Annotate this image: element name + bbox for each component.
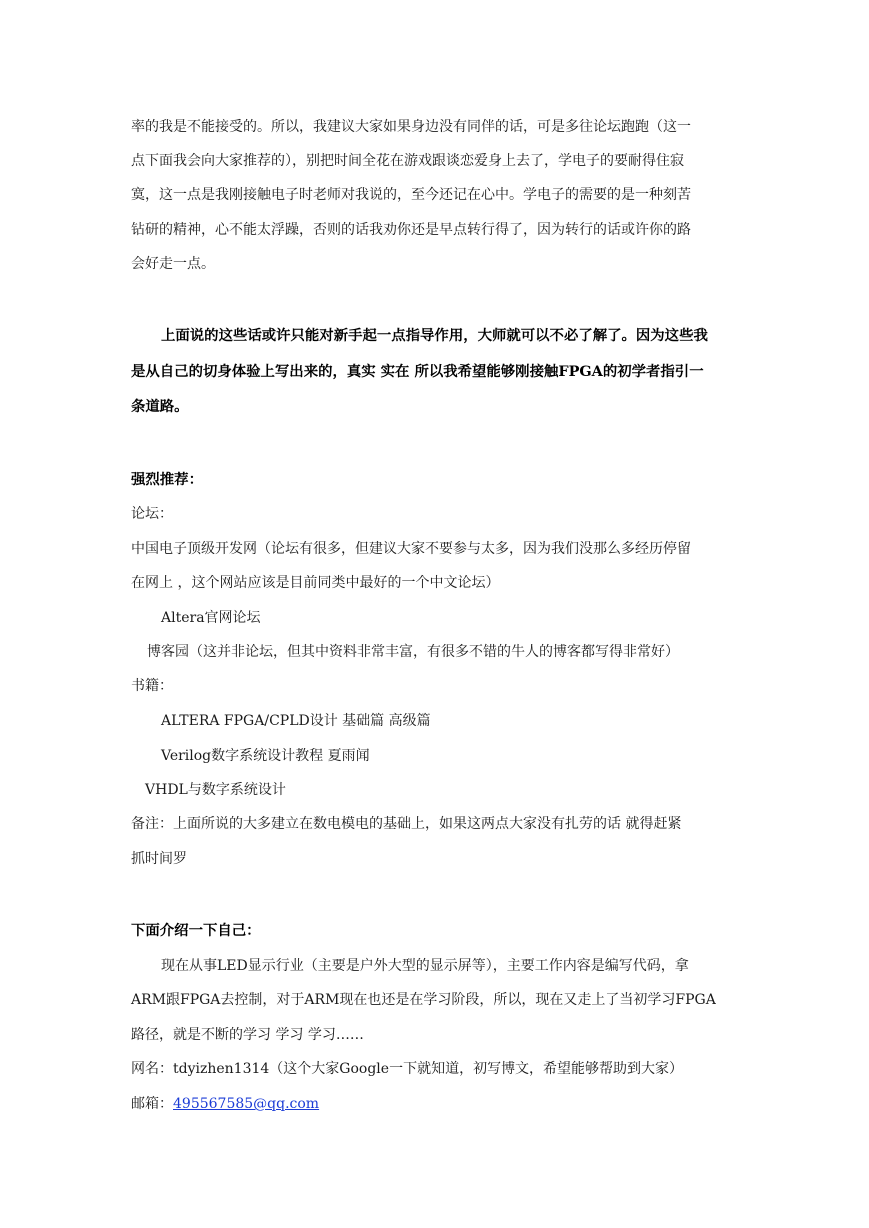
para1-line-1: 率的我是不能接受的。所以，我建议大家如果身边没有同伴的话，可是多往论坛跑跑（这一 (131, 119, 691, 135)
book2: Verilog数字系统设计教程 夏雨闻 (161, 748, 370, 764)
note-line-2: 抓时间罗 (131, 851, 187, 867)
netname-line: 网名：tdyizhen1314（这个大家Google一下就知道，初写博文，希望能够帮助到大家） (131, 1061, 684, 1077)
forum2: Altera官网论坛 (161, 610, 261, 626)
forum3: 博客园（这并非论坛，但其中资料非常丰富，有很多不错的牛人的博客都写得非常好） (147, 644, 679, 660)
forum1-line-1: 中国电子顶级开发网（论坛有很多，但建议大家不要参与太多，因为我们没那么多经历停留 (131, 541, 691, 557)
work-line-3: 路径，就是不断的学习 学习 学习…… (131, 1027, 364, 1043)
recommend-heading: 强烈推荐： (131, 471, 203, 488)
forum1-line-2: 在网上 ，这个网站应该是目前同类中最好的一个中文论坛） (131, 575, 500, 591)
about-heading: 下面介绍一下自己： (131, 922, 261, 939)
email-link[interactable]: 495567585@qq.com (173, 1096, 320, 1112)
para1-line-3: 寞，这一点是我刚接触电子时老师对我说的，至今还记在心中。学电子的需要的是一种刻苦 (131, 187, 691, 203)
books-label: 书籍： (131, 678, 173, 694)
para2-line-2: 是从自己的切身体验上写出来的，真实 实在 所以我希望能够刚接触FPGA的初学者指引一 (131, 363, 704, 380)
work-line-2: ARM跟FPGA去控制，对于ARM现在也还是在学习阶段，所以，现在又走上了当初学习FPGA (131, 992, 716, 1008)
para2-line-3: 条道路。 (131, 398, 189, 415)
para1-line-2: 点下面我会向大家推荐的），别把时间全花在游戏跟谈恋爱身上去了，学电子的要耐得住寂 (131, 153, 684, 169)
book1: ALTERA FPGA/CPLD设计 基础篇 高级篇 (161, 713, 431, 729)
book3: VHDL与数字系统设计 (145, 782, 286, 798)
para1-line-5: 会好走一点。 (131, 256, 215, 272)
para1-line-4: 钻研的精神，心不能太浮躁，否则的话我劝你还是早点转行得了，因为转行的话或许你的路 (131, 222, 691, 238)
email-label: 邮箱： (131, 1096, 173, 1112)
work-line-1: 现在从事LED显示行业（主要是户外大型的显示屏等），主要工作内容是编写代码，拿 (161, 958, 689, 974)
para2-line-1: 上面说的这些话或许只能对新手起一点指导作用，大师就可以不必了解了。因为这些我 (161, 327, 708, 344)
note-line-1: 备注：上面所说的大多建立在数电模电的基础上，如果这两点大家没有扎劳的话 就得赶紧 (131, 816, 682, 832)
forum-label: 论坛： (131, 506, 173, 522)
email-line (131, 1094, 319, 1114)
